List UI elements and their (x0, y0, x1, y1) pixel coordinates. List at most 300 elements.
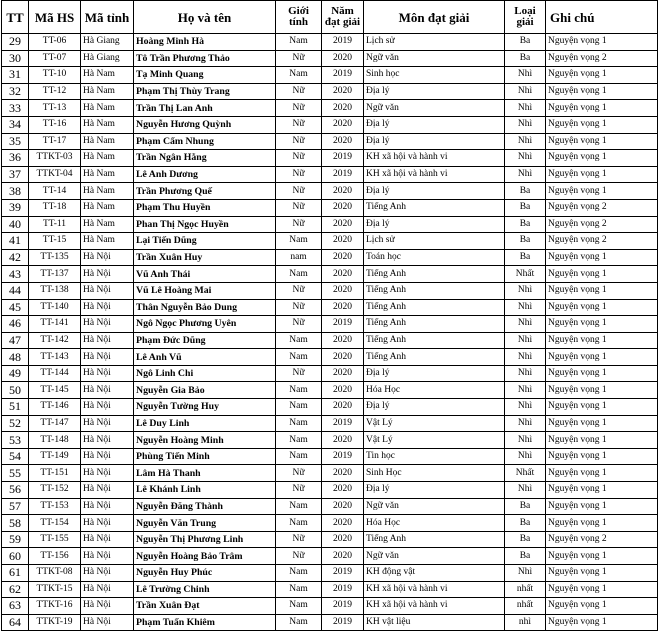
cell-gioi-tinh: Nam (276, 581, 322, 598)
cell-ma-hs: TT-156 (29, 548, 81, 565)
cell-nam-dat-giai: 2020 (322, 548, 364, 565)
cell-ma-tinh: Hà Nội (81, 266, 134, 283)
cell-loai-giai: Ba (505, 233, 546, 250)
cell-ma-tinh: Hà Nam (81, 116, 134, 133)
cell-gioi-tinh: Nữ (276, 365, 322, 382)
cell-ma-tinh: Hà Giang (81, 50, 134, 67)
table-row (2, 598, 658, 615)
cell-ghi-chu: Nguyện vọng 1 (546, 365, 658, 382)
cell-mon-dat-giai: Sinh Học (364, 465, 505, 482)
cell-ghi-chu: Nguyện vọng 2 (546, 233, 658, 250)
cell-nam-dat-giai: 2020 (322, 249, 364, 266)
cell-mon-dat-giai: KH vật liệu (364, 614, 505, 631)
cell-mon-dat-giai: Tiếng Anh (364, 266, 505, 283)
cell-loai-giai: Nhì (505, 382, 546, 399)
cell-ho-ten: Nguyễn Gia Bảo (134, 382, 276, 399)
cell-ma-hs: TTKT-04 (29, 166, 81, 183)
cell-nam-dat-giai: 2019 (322, 598, 364, 615)
cell-ho-ten: Trần Xuân Huy (134, 249, 276, 266)
cell-ghi-chu: Nguyện vọng 1 (546, 548, 658, 565)
cell-mon-dat-giai: Vật Lý (364, 432, 505, 449)
cell-gioi-tinh: Nam (276, 382, 322, 399)
cell-loai-giai: Nhì (505, 448, 546, 465)
cell-loai-giai: Nhì (505, 415, 546, 432)
cell-ma-hs: TT-145 (29, 382, 81, 399)
cell-ma-tinh: Hà Nội (81, 282, 134, 299)
cell-ho-ten: Lê Anh Dương (134, 166, 276, 183)
cell-ma-tinh: Hà Nam (81, 83, 134, 100)
cell-tt: 53 (2, 432, 29, 449)
cell-ma-hs: TTKT-08 (29, 565, 81, 582)
cell-loai-giai: Ba (505, 199, 546, 216)
cell-nam-dat-giai: 2020 (322, 233, 364, 250)
cell-ho-ten: Lại Tiến Dũng (134, 233, 276, 250)
cell-ma-hs: TT-13 (29, 100, 81, 117)
cell-ma-tinh: Hà Nội (81, 614, 134, 631)
cell-gioi-tinh: Nam (276, 34, 322, 51)
cell-ma-hs: TT-18 (29, 199, 81, 216)
header-mon-dat-giai: Môn đạt giải (364, 1, 505, 34)
cell-nam-dat-giai: 2019 (322, 166, 364, 183)
table-header (2, 1, 658, 34)
table-row (2, 233, 658, 250)
cell-tt: 49 (2, 365, 29, 382)
cell-loai-giai: Nhì (505, 67, 546, 84)
cell-ma-hs: TT-141 (29, 316, 81, 333)
cell-ma-hs: TT-14 (29, 183, 81, 200)
cell-loai-giai: Ba (505, 515, 546, 532)
cell-ho-ten: Nguyễn Đăng Thành (134, 498, 276, 515)
table-row (2, 249, 658, 266)
cell-loai-giai: Nhì (505, 316, 546, 333)
cell-mon-dat-giai: Ngữ văn (364, 100, 505, 117)
table-row (2, 482, 658, 499)
cell-nam-dat-giai: 2020 (322, 432, 364, 449)
table-row (2, 133, 658, 150)
cell-ho-ten: Lâm Hà Thanh (134, 465, 276, 482)
cell-gioi-tinh: Nữ (276, 531, 322, 548)
table-row (2, 349, 658, 366)
cell-nam-dat-giai: 2020 (322, 332, 364, 349)
table-row (2, 216, 658, 233)
cell-ghi-chu: Nguyện vọng 1 (546, 515, 658, 532)
cell-nam-dat-giai: 2020 (322, 216, 364, 233)
cell-loai-giai: Ba (505, 183, 546, 200)
cell-ho-ten: Vũ Anh Thái (134, 266, 276, 283)
cell-ghi-chu: Nguyện vọng 1 (546, 432, 658, 449)
cell-tt: 42 (2, 249, 29, 266)
cell-ho-ten: Trần Phương Quế (134, 183, 276, 200)
cell-tt: 64 (2, 614, 29, 631)
cell-ho-ten: Vũ Lê Hoàng Mai (134, 282, 276, 299)
cell-mon-dat-giai: KH động vật (364, 565, 505, 582)
cell-ma-tinh: Hà Nội (81, 316, 134, 333)
cell-gioi-tinh: Nữ (276, 50, 322, 67)
cell-ma-tinh: Hà Nội (81, 448, 134, 465)
cell-loai-giai: Ba (505, 249, 546, 266)
cell-ghi-chu: Nguyện vọng 1 (546, 598, 658, 615)
cell-nam-dat-giai: 2020 (322, 183, 364, 200)
cell-gioi-tinh: Nữ (276, 83, 322, 100)
cell-ma-tinh: Hà Nội (81, 498, 134, 515)
cell-gioi-tinh: Nữ (276, 316, 322, 333)
table-row (2, 365, 658, 382)
cell-ghi-chu: Nguyện vọng 2 (546, 531, 658, 548)
cell-gioi-tinh: Nam (276, 332, 322, 349)
header-ma-hs: Mã HS (29, 1, 81, 34)
cell-ho-ten: Nguyễn Hoàng Bảo Trâm (134, 548, 276, 565)
cell-tt: 55 (2, 465, 29, 482)
cell-mon-dat-giai: Địa lý (364, 482, 505, 499)
cell-ho-ten: Thân Nguyễn Bảo Dung (134, 299, 276, 316)
cell-tt: 34 (2, 116, 29, 133)
cell-loai-giai: Nhất (505, 465, 546, 482)
cell-ho-ten: Lê Trường Chinh (134, 581, 276, 598)
cell-nam-dat-giai: 2020 (322, 365, 364, 382)
cell-tt: 60 (2, 548, 29, 565)
cell-nam-dat-giai: 2020 (322, 50, 364, 67)
cell-loai-giai: nhì (505, 614, 546, 631)
table-row (2, 116, 658, 133)
cell-mon-dat-giai: Ngữ văn (364, 548, 505, 565)
awards-table (1, 0, 658, 631)
header-ho-ten: Họ và tên (134, 1, 276, 34)
header-gioi-tinh: Giới tính (276, 1, 322, 34)
cell-ma-hs: TT-147 (29, 415, 81, 432)
cell-ma-hs: TTKT-15 (29, 581, 81, 598)
cell-nam-dat-giai: 2020 (322, 83, 364, 100)
cell-loai-giai: Nhì (505, 150, 546, 167)
cell-ma-hs: TT-154 (29, 515, 81, 532)
cell-ho-ten: Trần Thị Lan Anh (134, 100, 276, 117)
cell-ma-hs: TT-153 (29, 498, 81, 515)
cell-mon-dat-giai: Tiếng Anh (364, 199, 505, 216)
cell-nam-dat-giai: 2020 (322, 498, 364, 515)
cell-mon-dat-giai: Tiếng Anh (364, 332, 505, 349)
cell-nam-dat-giai: 2020 (322, 482, 364, 499)
cell-nam-dat-giai: 2020 (322, 266, 364, 283)
cell-loai-giai: Nhì (505, 100, 546, 117)
cell-loai-giai: Ba (505, 498, 546, 515)
cell-loai-giai: Nhì (505, 482, 546, 499)
cell-tt: 30 (2, 50, 29, 67)
cell-loai-giai: Nhì (505, 432, 546, 449)
cell-nam-dat-giai: 2020 (322, 299, 364, 316)
cell-tt: 57 (2, 498, 29, 515)
cell-loai-giai: Nhất (505, 266, 546, 283)
cell-ma-tinh: Hà Nội (81, 399, 134, 416)
cell-tt: 41 (2, 233, 29, 250)
cell-ghi-chu: Nguyện vọng 1 (546, 249, 658, 266)
cell-gioi-tinh: Nam (276, 67, 322, 84)
cell-tt: 44 (2, 282, 29, 299)
cell-nam-dat-giai: 2019 (322, 316, 364, 333)
cell-ma-hs: TTKT-16 (29, 598, 81, 615)
cell-ghi-chu: Nguyện vọng 1 (546, 166, 658, 183)
cell-tt: 63 (2, 598, 29, 615)
cell-gioi-tinh: Nữ (276, 548, 322, 565)
cell-tt: 43 (2, 266, 29, 283)
cell-loai-giai: Nhì (505, 282, 546, 299)
cell-loai-giai: nhất (505, 581, 546, 598)
cell-mon-dat-giai: Tiếng Anh (364, 349, 505, 366)
cell-gioi-tinh: Nam (276, 498, 322, 515)
cell-ma-hs: TT-143 (29, 349, 81, 366)
table-row (2, 100, 658, 117)
cell-ma-hs: TT-137 (29, 266, 81, 283)
cell-loai-giai: Ba (505, 548, 546, 565)
cell-nam-dat-giai: 2020 (322, 116, 364, 133)
cell-gioi-tinh: Nữ (276, 150, 322, 167)
cell-loai-giai: Nhì (505, 332, 546, 349)
cell-ma-tinh: Hà Nam (81, 216, 134, 233)
cell-ma-tinh: Hà Nội (81, 415, 134, 432)
cell-ma-tinh: Hà Nam (81, 100, 134, 117)
cell-ma-tinh: Hà Nội (81, 365, 134, 382)
cell-loai-giai: Ba (505, 50, 546, 67)
cell-ma-hs: TT-07 (29, 50, 81, 67)
table-row (2, 448, 658, 465)
cell-ghi-chu: Nguyện vọng 1 (546, 34, 658, 51)
cell-ho-ten: Tạ Minh Quang (134, 67, 276, 84)
cell-tt: 51 (2, 399, 29, 416)
cell-nam-dat-giai: 2019 (322, 34, 364, 51)
header-ghi-chu: Ghi chú (546, 1, 658, 34)
cell-tt: 45 (2, 299, 29, 316)
cell-ghi-chu: Nguyện vọng 1 (546, 565, 658, 582)
table-row (2, 282, 658, 299)
cell-tt: 48 (2, 349, 29, 366)
cell-ma-tinh: Hà Nam (81, 199, 134, 216)
cell-ma-tinh: Hà Nội (81, 249, 134, 266)
cell-gioi-tinh: Nữ (276, 482, 322, 499)
cell-ma-hs: TT-148 (29, 432, 81, 449)
cell-ma-tinh: Hà Nam (81, 183, 134, 200)
cell-loai-giai: Ba (505, 216, 546, 233)
cell-ghi-chu: Nguyện vọng 1 (546, 415, 658, 432)
cell-ma-tinh: Hà Nội (81, 598, 134, 615)
cell-mon-dat-giai: Hóa Học (364, 515, 505, 532)
cell-ghi-chu: Nguyện vọng 1 (546, 299, 658, 316)
cell-ho-ten: Lê Khánh Linh (134, 482, 276, 499)
cell-tt: 39 (2, 199, 29, 216)
table-row (2, 67, 658, 84)
cell-mon-dat-giai: KH xã hội và hành vi (364, 166, 505, 183)
cell-ma-hs: TTKT-19 (29, 614, 81, 631)
cell-gioi-tinh: Nam (276, 565, 322, 582)
cell-tt: 32 (2, 83, 29, 100)
cell-gioi-tinh: Nữ (276, 100, 322, 117)
cell-mon-dat-giai: Địa lý (364, 216, 505, 233)
cell-loai-giai: Nhì (505, 565, 546, 582)
cell-gioi-tinh: Nữ (276, 166, 322, 183)
cell-loai-giai: Nhì (505, 299, 546, 316)
cell-ma-hs: TT-15 (29, 233, 81, 250)
cell-nam-dat-giai: 2020 (322, 531, 364, 548)
cell-gioi-tinh: Nam (276, 515, 322, 532)
table-row (2, 299, 658, 316)
cell-mon-dat-giai: Hóa Học (364, 382, 505, 399)
cell-ma-hs: TT-16 (29, 116, 81, 133)
cell-ho-ten: Nguyễn Văn Trung (134, 515, 276, 532)
cell-ghi-chu: Nguyện vọng 1 (546, 133, 658, 150)
cell-ghi-chu: Nguyện vọng 1 (546, 482, 658, 499)
cell-ghi-chu: Nguyện vọng 1 (546, 382, 658, 399)
cell-tt: 58 (2, 515, 29, 532)
cell-ho-ten: Phan Thị Ngọc Huyền (134, 216, 276, 233)
cell-nam-dat-giai: 2020 (322, 515, 364, 532)
cell-gioi-tinh: Nam (276, 399, 322, 416)
cell-ghi-chu: Nguyện vọng 1 (546, 83, 658, 100)
table-row (2, 83, 658, 100)
cell-ma-hs: TT-149 (29, 448, 81, 465)
cell-gioi-tinh: Nữ (276, 282, 322, 299)
cell-ma-hs: TT-140 (29, 299, 81, 316)
table-row (2, 515, 658, 532)
cell-ma-tinh: Hà Giang (81, 34, 134, 51)
cell-mon-dat-giai: KH xã hội và hành vi (364, 598, 505, 615)
cell-tt: 29 (2, 34, 29, 51)
cell-ma-hs: TT-11 (29, 216, 81, 233)
cell-ma-hs: TT-17 (29, 133, 81, 150)
cell-ghi-chu: Nguyện vọng 1 (546, 67, 658, 84)
cell-tt: 36 (2, 150, 29, 167)
cell-nam-dat-giai: 2019 (322, 150, 364, 167)
cell-loai-giai: Ba (505, 531, 546, 548)
cell-ma-hs: TT-152 (29, 482, 81, 499)
cell-ho-ten: Nguyễn Huy Phúc (134, 565, 276, 582)
cell-ma-hs: TT-12 (29, 83, 81, 100)
cell-nam-dat-giai: 2019 (322, 614, 364, 631)
cell-mon-dat-giai: KH xã hội và hành vi (364, 150, 505, 167)
cell-nam-dat-giai: 2020 (322, 349, 364, 366)
cell-ho-ten: Trần Xuân Đạt (134, 598, 276, 615)
cell-gioi-tinh: Nữ (276, 199, 322, 216)
cell-mon-dat-giai: Ngữ văn (364, 50, 505, 67)
cell-ma-hs: TT-144 (29, 365, 81, 382)
cell-gioi-tinh: Nữ (276, 465, 322, 482)
cell-mon-dat-giai: Tiếng Anh (364, 299, 505, 316)
cell-ghi-chu: Nguyện vọng 1 (546, 282, 658, 299)
cell-ho-ten: Ngô Linh Chi (134, 365, 276, 382)
cell-gioi-tinh: Nam (276, 349, 322, 366)
table-row (2, 432, 658, 449)
cell-ma-tinh: Hà Nam (81, 166, 134, 183)
cell-ho-ten: Phạm Cẩm Nhung (134, 133, 276, 150)
cell-loai-giai: Nhì (505, 365, 546, 382)
table-row (2, 382, 658, 399)
cell-ma-hs: TT-151 (29, 465, 81, 482)
cell-mon-dat-giai: Tin học (364, 448, 505, 465)
cell-ghi-chu: Nguyện vọng 1 (546, 581, 658, 598)
cell-gioi-tinh: Nữ (276, 216, 322, 233)
cell-loai-giai: Nhì (505, 116, 546, 133)
table-row (2, 614, 658, 631)
cell-loai-giai: Nhì (505, 133, 546, 150)
cell-ho-ten: Nguyễn Tường Huy (134, 399, 276, 416)
table-row (2, 150, 658, 167)
cell-tt: 50 (2, 382, 29, 399)
cell-gioi-tinh: Nam (276, 233, 322, 250)
table-row (2, 581, 658, 598)
cell-ma-tinh: Hà Nội (81, 515, 134, 532)
cell-tt: 35 (2, 133, 29, 150)
cell-gioi-tinh: Nữ (276, 116, 322, 133)
table-row (2, 332, 658, 349)
header-loai-giai: Loại giải (505, 1, 546, 34)
cell-gioi-tinh: Nữ (276, 183, 322, 200)
table-row (2, 531, 658, 548)
table-row (2, 565, 658, 582)
cell-loai-giai: Ba (505, 34, 546, 51)
cell-mon-dat-giai: KH xã hội và hành vi (364, 581, 505, 598)
cell-mon-dat-giai: Tiếng Anh (364, 282, 505, 299)
cell-ghi-chu: Nguyện vọng 1 (546, 100, 658, 117)
cell-tt: 46 (2, 316, 29, 333)
cell-mon-dat-giai: Lịch sử (364, 34, 505, 51)
cell-ma-tinh: Hà Nam (81, 133, 134, 150)
table-row (2, 399, 658, 416)
header-nam-dat-giai: Năm đạt giải (322, 1, 364, 34)
cell-ma-tinh: Hà Nội (81, 565, 134, 582)
cell-ghi-chu: Nguyện vọng 1 (546, 614, 658, 631)
cell-ghi-chu: Nguyện vọng 1 (546, 316, 658, 333)
cell-ho-ten: Lê Anh Vũ (134, 349, 276, 366)
header-tt: TT (2, 1, 29, 34)
cell-loai-giai: nhất (505, 598, 546, 615)
table-row (2, 465, 658, 482)
cell-ma-hs: TT-138 (29, 282, 81, 299)
cell-ghi-chu: Nguyện vọng 1 (546, 399, 658, 416)
cell-ma-hs: TT-135 (29, 249, 81, 266)
cell-ho-ten: Hoàng Minh Hà (134, 34, 276, 51)
cell-ma-tinh: Hà Nội (81, 482, 134, 499)
cell-ma-tinh: Hà Nội (81, 432, 134, 449)
cell-loai-giai: Nhì (505, 399, 546, 416)
table-row (2, 316, 658, 333)
table-row (2, 183, 658, 200)
cell-nam-dat-giai: 2019 (322, 415, 364, 432)
header-ma-tinh: Mã tỉnh (81, 1, 134, 34)
cell-gioi-tinh: nam (276, 249, 322, 266)
table-row (2, 548, 658, 565)
cell-ho-ten: Trần Ngân Hằng (134, 150, 276, 167)
table-body (2, 34, 658, 631)
cell-tt: 33 (2, 100, 29, 117)
cell-nam-dat-giai: 2020 (322, 100, 364, 117)
cell-ho-ten: Nguyễn Hoàng Minh (134, 432, 276, 449)
cell-mon-dat-giai: Lịch sử (364, 233, 505, 250)
cell-ma-tinh: Hà Nam (81, 233, 134, 250)
cell-mon-dat-giai: Vật Lý (364, 415, 505, 432)
cell-ho-ten: Phạm Thị Thùy Trang (134, 83, 276, 100)
cell-tt: 47 (2, 332, 29, 349)
cell-ghi-chu: Nguyện vọng 1 (546, 116, 658, 133)
cell-gioi-tinh: Nam (276, 448, 322, 465)
cell-tt: 52 (2, 415, 29, 432)
cell-ma-hs: TT-06 (29, 34, 81, 51)
cell-tt: 62 (2, 581, 29, 598)
table-row (2, 498, 658, 515)
cell-nam-dat-giai: 2019 (322, 448, 364, 465)
cell-ghi-chu: Nguyện vọng 1 (546, 150, 658, 167)
cell-nam-dat-giai: 2019 (322, 67, 364, 84)
cell-tt: 37 (2, 166, 29, 183)
cell-ma-tinh: Hà Nội (81, 382, 134, 399)
cell-ho-ten: Phùng Tiến Minh (134, 448, 276, 465)
cell-mon-dat-giai: Địa lý (364, 133, 505, 150)
cell-ma-hs: TT-142 (29, 332, 81, 349)
